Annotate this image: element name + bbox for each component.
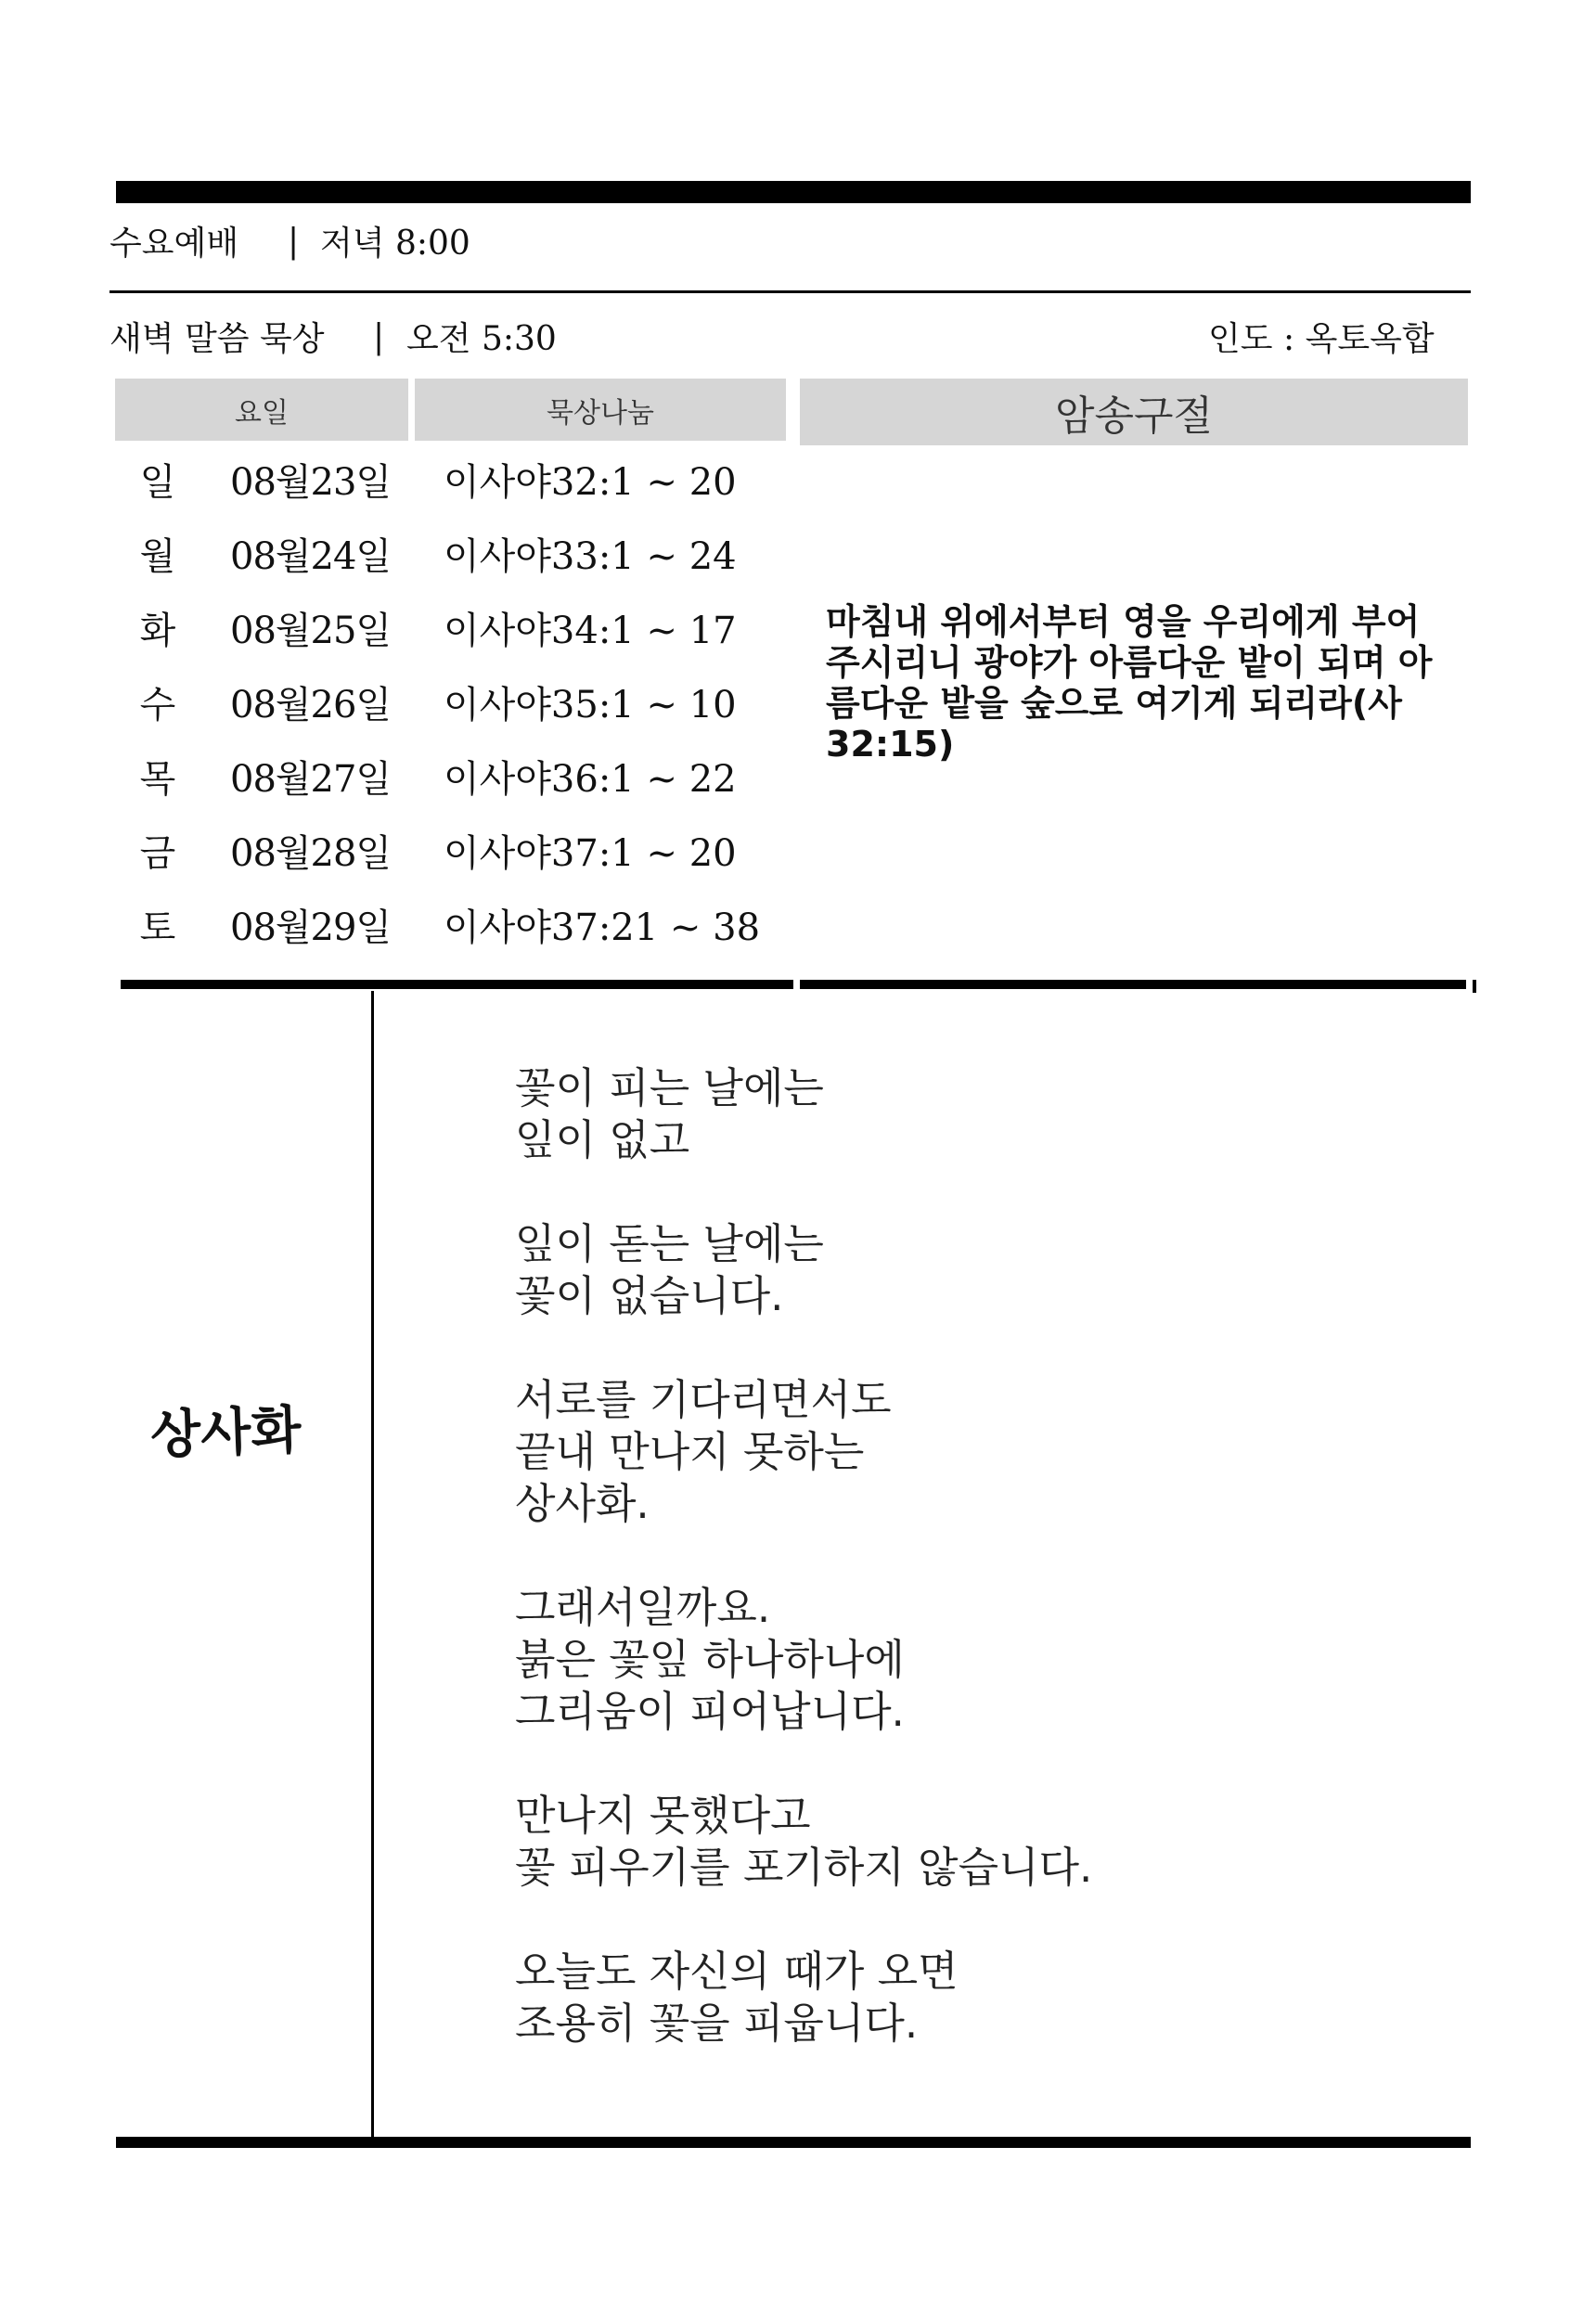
dawn-meditation-title: 새벽 말씀 묵상: [109, 320, 325, 358]
date-cell: 08월29일: [230, 906, 392, 949]
poem-line: 꽃 피우기를 포기하지 않습니다.: [515, 1843, 1093, 1892]
date-cell: 08월24일: [230, 535, 392, 578]
poem-stanza: [515, 1946, 1489, 2050]
day-cell: 목: [139, 758, 176, 801]
date-cell: 08월26일: [230, 684, 392, 726]
passage-cell: 이사야32:1 ~ 20: [444, 461, 737, 504]
poem-stanza: [515, 1582, 1489, 1738]
poem-column-divider: [371, 991, 374, 2148]
top-rule: [116, 181, 1471, 203]
header-verse: 암송구절: [800, 379, 1468, 445]
day-cell: 수: [139, 684, 176, 726]
poem-line: 그리움이 피어납니다.: [515, 1687, 905, 1736]
header-day: 요일: [115, 379, 408, 441]
table-bottom-rule-tick: [1473, 980, 1476, 993]
separator: |: [288, 223, 300, 261]
separator: |: [373, 318, 385, 356]
wednesday-service-title: 수요예배: [109, 225, 239, 263]
poem-stanza: [515, 1790, 1489, 1894]
wednesday-service-time: 저녁 8:00: [320, 225, 470, 263]
poem-stanza: [515, 1062, 1489, 1166]
poem-line: 붉은 꽃잎 하나하나에: [515, 1635, 905, 1684]
passage-cell: 이사야37:21 ~ 38: [444, 906, 761, 949]
poem-line: 서로를 기다리면서도: [515, 1375, 892, 1424]
passage-cell: 이사야36:1 ~ 22: [444, 758, 737, 801]
date-cell: 08월23일: [230, 461, 392, 504]
day-cell: 화: [139, 610, 176, 652]
day-cell: 일: [139, 461, 176, 504]
table-bottom-rule-left: [121, 980, 793, 989]
day-cell: 월: [139, 535, 176, 578]
header-reading: 묵상나눔: [415, 379, 786, 441]
passage-cell: 이사야33:1 ~ 24: [444, 535, 737, 578]
table-bottom-rule-right: [800, 980, 1466, 989]
day-cell: 금: [139, 832, 176, 875]
bottom-rule: [116, 2137, 1471, 2148]
poem-line: 끝내 만나지 못하는: [515, 1427, 865, 1476]
date-cell: 08월27일: [230, 758, 392, 801]
poem-line: 만나지 못했다고: [515, 1791, 811, 1840]
poem-body: [515, 1062, 1489, 2102]
poem-stanza: [515, 1218, 1489, 1322]
poem-line: 꽃이 피는 날에는: [515, 1063, 824, 1112]
date-cell: 08월25일: [230, 610, 392, 652]
memory-verse: 마침내 위에서부터 영을 우리에게 부어 주시리니 광야가 아름다운 밭이 되며 아름다운 밭을 숲으로 여기게 되리라(사 32:15): [826, 601, 1433, 765]
poem-line: 조용히 꽃을 피웁니다.: [515, 1999, 919, 2048]
poem-line: 그래서일까요.: [515, 1583, 771, 1632]
day-cell: 토: [139, 906, 176, 949]
poem-line: 오늘도 자신의 때가 오면: [515, 1947, 959, 1996]
poem-line: 꽃이 없습니다.: [515, 1271, 784, 1320]
passage-cell: 이사야34:1 ~ 17: [444, 610, 737, 652]
poem-title: 상사화: [149, 1400, 302, 1466]
poem-stanza: [515, 1374, 1489, 1530]
poem-line: 잎이 없고: [515, 1115, 690, 1164]
date-cell: 08월28일: [230, 832, 392, 875]
poem-line: 잎이 돋는 날에는: [515, 1219, 824, 1268]
divider: [109, 290, 1471, 293]
poem-line: 상사화.: [515, 1479, 650, 1528]
dawn-meditation-time: 오전 5:30: [406, 320, 557, 358]
passage-cell: 이사야35:1 ~ 10: [444, 684, 737, 726]
leader-text: 인도 : 옥토옥합: [1208, 320, 1435, 358]
passage-cell: 이사야37:1 ~ 20: [444, 832, 737, 875]
